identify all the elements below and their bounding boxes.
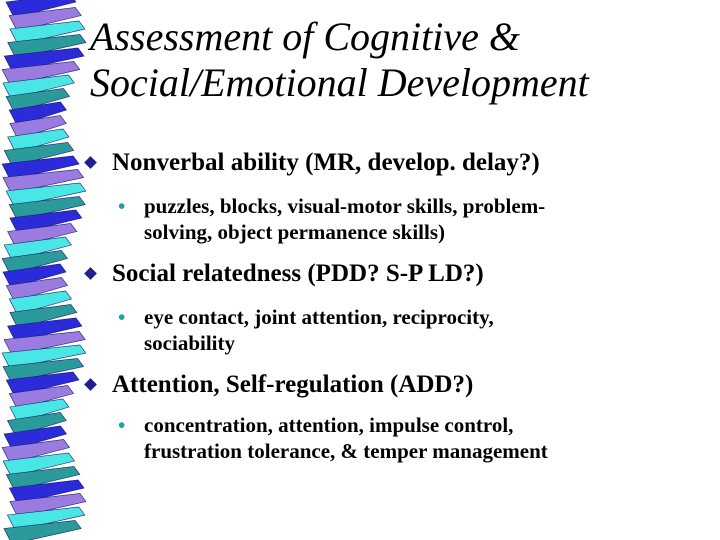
dot-bullet-icon: • xyxy=(118,194,126,218)
sub-bullet-line-1: puzzles, blocks, visual-motor skills, problem- xyxy=(144,194,546,218)
bullet-heading: Social relatedness (PDD? S-P LD?) xyxy=(112,260,484,287)
dot-bullet-icon: • xyxy=(118,413,126,437)
sub-bullet-line-1: eye contact, joint attention, reciprocity, xyxy=(144,305,494,329)
slide-title-line-1: Assessment of Cognitive & xyxy=(90,14,520,59)
bullet-heading: Attention, Self-regulation (ADD?) xyxy=(112,371,474,398)
slide-title-line-2: Social/Emotional Development xyxy=(90,60,589,105)
dot-bullet-icon: • xyxy=(118,305,126,329)
slide-title xyxy=(90,14,710,106)
bullet-heading: Nonverbal ability (MR, develop. delay?) xyxy=(112,149,540,176)
sub-bullet-line-2: frustration tolerance, & temper management xyxy=(144,439,548,463)
sub-bullet-line-2: solving, object permanence skills) xyxy=(144,220,445,244)
sub-bullet-line-1: concentration, attention, impulse control, xyxy=(144,413,514,437)
sub-bullet-line-2: sociability xyxy=(144,331,236,355)
